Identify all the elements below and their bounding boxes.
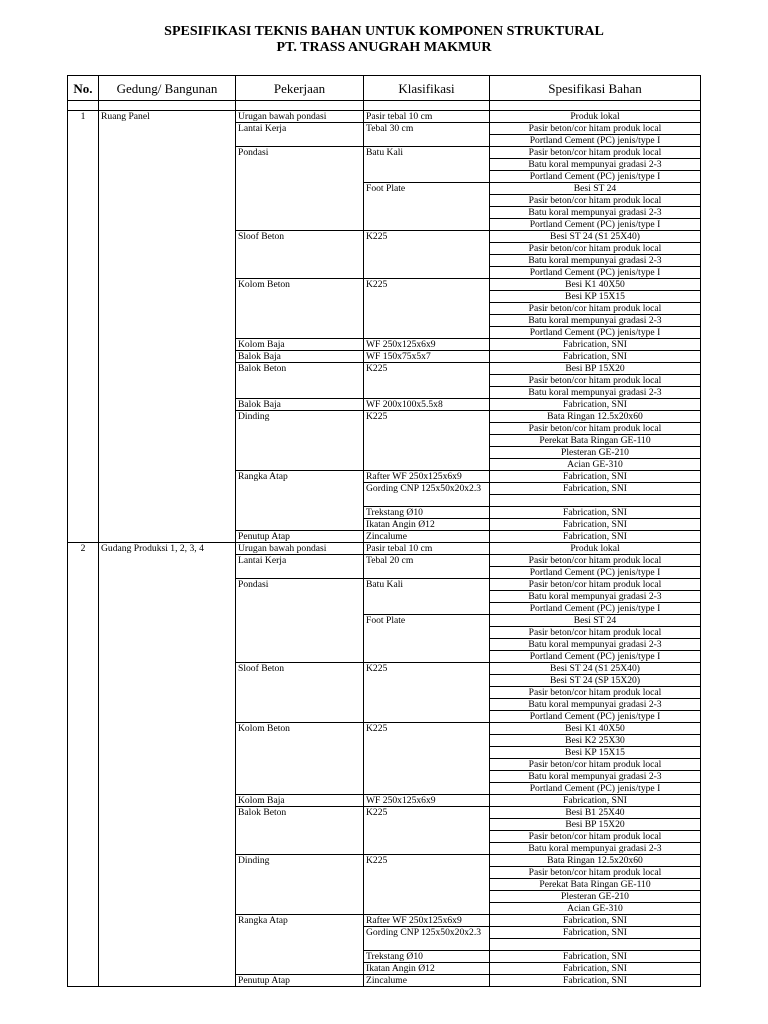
material-spec-cell: Pasir beton/cor hitam produk local: [490, 687, 701, 699]
material-spec-cell: Batu koral mempunyai gradasi 2-3: [490, 843, 701, 855]
material-spec-cell: Batu koral mempunyai gradasi 2-3: [490, 255, 701, 267]
material-spec-cell: Fabrication, SNI: [490, 351, 701, 363]
document-title: SPESIFIKASI TEKNIS BAHAN UNTUK KOMPONEN STRUKTURAL: [164, 24, 604, 39]
header-classification: Klasifikasi: [364, 76, 490, 101]
material-spec-cell: Portland Cement (PC) jenis/type I: [490, 783, 701, 795]
building-number: 2: [68, 543, 99, 987]
material-spec-cell: Besi B1 25X40: [490, 807, 701, 819]
work-item: Kolom Baja: [236, 795, 364, 807]
material-spec-cell: Fabrication, SNI: [490, 483, 701, 495]
material-spec-cell: Besi BP 15X20: [490, 819, 701, 831]
specification-table: [67, 75, 701, 987]
table-row: [68, 111, 701, 123]
material-spec-cell: Pasir beton/cor hitam produk local: [490, 375, 701, 387]
material-spec-cell: Fabrication, SNI: [490, 519, 701, 531]
classification-cell: Batu Kali: [364, 147, 490, 183]
material-spec-cell: Besi ST 24 (S1 25X40): [490, 231, 701, 243]
work-item: Lantai Kerja: [236, 123, 364, 147]
work-item: Urugan bawah pondasi: [236, 111, 364, 123]
material-spec-cell: Pasir beton/cor hitam produk local: [490, 123, 701, 135]
classification-cell: K225: [364, 411, 490, 471]
table-body: [68, 111, 701, 987]
material-spec-cell: Portland Cement (PC) jenis/type I: [490, 327, 701, 339]
material-spec-cell: Batu koral mempunyai gradasi 2-3: [490, 159, 701, 171]
header-material-spec: Spesifikasi Bahan: [490, 76, 701, 101]
material-spec-cell: Portland Cement (PC) jenis/type I: [490, 567, 701, 579]
material-spec-cell: Pasir beton/cor hitam produk local: [490, 423, 701, 435]
classification-cell: K225: [364, 363, 490, 399]
work-item: Dinding: [236, 411, 364, 471]
building-number: 1: [68, 111, 99, 543]
header-work: Pekerjaan: [236, 76, 364, 101]
material-spec-cell: Acian GE-310: [490, 459, 701, 471]
material-spec-cell: Fabrication, SNI: [490, 507, 701, 519]
classification-cell: Trekstang Ø10: [364, 507, 490, 519]
work-item: Sloof Beton: [236, 663, 364, 723]
material-spec-cell: Pasir beton/cor hitam produk local: [490, 243, 701, 255]
material-spec-cell: Pasir beton/cor hitam produk local: [490, 831, 701, 843]
material-spec-cell: Batu koral mempunyai gradasi 2-3: [490, 591, 701, 603]
material-spec-cell: Pasir beton/cor hitam produk local: [490, 627, 701, 639]
table-row: [68, 543, 701, 555]
material-spec-cell: Portland Cement (PC) jenis/type I: [490, 603, 701, 615]
material-spec-cell: Pasir beton/cor hitam produk local: [490, 555, 701, 567]
material-spec-cell: Portland Cement (PC) jenis/type I: [490, 711, 701, 723]
classification-cell: WF 150x75x5x7: [364, 351, 490, 363]
classification-cell: K225: [364, 279, 490, 339]
material-spec-cell: Fabrication, SNI: [490, 795, 701, 807]
material-spec-cell: Portland Cement (PC) jenis/type I: [490, 219, 701, 231]
material-spec-cell: [490, 495, 701, 507]
material-spec-cell: Besi ST 24 (S1 25X40): [490, 663, 701, 675]
material-spec-cell: [490, 939, 701, 951]
material-spec-cell: Fabrication, SNI: [490, 915, 701, 927]
material-spec-cell: Fabrication, SNI: [490, 531, 701, 543]
building-name: Gudang Produksi 1, 2, 3, 4: [99, 543, 236, 987]
classification-cell: K225: [364, 723, 490, 795]
classification-cell: Zincalume: [364, 531, 490, 543]
material-spec-cell: Pasir beton/cor hitam produk local: [490, 303, 701, 315]
classification-cell: Foot Plate: [364, 615, 490, 663]
work-item: Kolom Beton: [236, 279, 364, 339]
classification-cell: Tebal 20 cm: [364, 555, 490, 579]
classification-cell: Batu Kali: [364, 579, 490, 615]
work-item: Penutup Atap: [236, 975, 364, 987]
material-spec-cell: Portland Cement (PC) jenis/type I: [490, 171, 701, 183]
work-item: Pondasi: [236, 579, 364, 663]
work-item: Lantai Kerja: [236, 555, 364, 579]
classification-cell: WF 200x100x5.5x8: [364, 399, 490, 411]
material-spec-cell: Pasir beton/cor hitam produk local: [490, 579, 701, 591]
material-spec-cell: Portland Cement (PC) jenis/type I: [490, 267, 701, 279]
work-item: Sloof Beton: [236, 231, 364, 279]
classification-cell: Ikatan Angin Ø12: [364, 963, 490, 975]
material-spec-cell: Fabrication, SNI: [490, 339, 701, 351]
material-spec-cell: Portland Cement (PC) jenis/type I: [490, 651, 701, 663]
classification-cell: Rafter WF 250x125x6x9: [364, 471, 490, 483]
table-header-row: [68, 76, 701, 101]
material-spec-cell: Pasir beton/cor hitam produk local: [490, 759, 701, 771]
classification-cell: Rafter WF 250x125x6x9: [364, 915, 490, 927]
classification-cell: Pasir tebal 10 cm: [364, 111, 490, 123]
material-spec-cell: Besi ST 24: [490, 615, 701, 627]
work-item: Balok Baja: [236, 351, 364, 363]
work-item: Pondasi: [236, 147, 364, 231]
work-item: Penutup Atap: [236, 531, 364, 543]
material-spec-cell: Besi KP 15X15: [490, 291, 701, 303]
material-spec-cell: Fabrication, SNI: [490, 399, 701, 411]
material-spec-cell: Batu koral mempunyai gradasi 2-3: [490, 315, 701, 327]
building-name: Ruang Panel: [99, 111, 236, 543]
material-spec-cell: Batu koral mempunyai gradasi 2-3: [490, 771, 701, 783]
classification-cell: Foot Plate: [364, 183, 490, 231]
material-spec-cell: Fabrication, SNI: [490, 963, 701, 975]
material-spec-cell: Besi K2 25X30: [490, 735, 701, 747]
material-spec-cell: Perekat Bata Ringan GE-110: [490, 879, 701, 891]
classification-cell: Gording CNP 125x50x20x2.3: [364, 483, 490, 507]
material-spec-cell: Batu koral mempunyai gradasi 2-3: [490, 387, 701, 399]
material-spec-cell: Plesteran GE-210: [490, 447, 701, 459]
material-spec-cell: Perekat Bata Ringan GE-110: [490, 435, 701, 447]
classification-cell: K225: [364, 663, 490, 723]
material-spec-cell: Fabrication, SNI: [490, 975, 701, 987]
classification-cell: Pasir tebal 10 cm: [364, 543, 490, 555]
header-building: Gedung/ Bangunan: [99, 76, 236, 101]
classification-cell: Zincalume: [364, 975, 490, 987]
blank-spacer-row: [68, 101, 701, 111]
material-spec-cell: Fabrication, SNI: [490, 951, 701, 963]
material-spec-cell: Pasir beton/cor hitam produk local: [490, 867, 701, 879]
classification-cell: Trekstang Ø10: [364, 951, 490, 963]
material-spec-cell: Plesteran GE-210: [490, 891, 701, 903]
classification-cell: Ikatan Angin Ø12: [364, 519, 490, 531]
material-spec-cell: Batu koral mempunyai gradasi 2-3: [490, 207, 701, 219]
material-spec-cell: Besi BP 15X20: [490, 363, 701, 375]
material-spec-cell: Besi KP 15X15: [490, 747, 701, 759]
classification-cell: WF 250x125x6x9: [364, 795, 490, 807]
work-item: Balok Beton: [236, 363, 364, 399]
material-spec-cell: Pasir beton/cor hitam produk local: [490, 195, 701, 207]
material-spec-cell: Besi ST 24: [490, 183, 701, 195]
work-item: Urugan bawah pondasi: [236, 543, 364, 555]
work-item: Balok Beton: [236, 807, 364, 855]
material-spec-cell: Besi K1 40X50: [490, 723, 701, 735]
material-spec-cell: Batu koral mempunyai gradasi 2-3: [490, 699, 701, 711]
material-spec-cell: Acian GE-310: [490, 903, 701, 915]
material-spec-cell: Bata Ringan 12.5x20x60: [490, 855, 701, 867]
material-spec-cell: Pasir beton/cor hitam produk local: [490, 147, 701, 159]
work-item: Rangka Atap: [236, 471, 364, 531]
material-spec-cell: Produk lokal: [490, 543, 701, 555]
material-spec-cell: Bata Ringan 12.5x20x60: [490, 411, 701, 423]
work-item: Kolom Beton: [236, 723, 364, 795]
classification-cell: Gording CNP 125x50x20x2.3: [364, 927, 490, 951]
classification-cell: K225: [364, 807, 490, 855]
work-item: Rangka Atap: [236, 915, 364, 975]
material-spec-cell: Portland Cement (PC) jenis/type I: [490, 135, 701, 147]
classification-cell: WF 250x125x6x9: [364, 339, 490, 351]
material-spec-cell: Fabrication, SNI: [490, 471, 701, 483]
material-spec-cell: Produk lokal: [490, 111, 701, 123]
classification-cell: Tebal 30 cm: [364, 123, 490, 147]
classification-cell: K225: [364, 855, 490, 915]
classification-cell: K225: [364, 231, 490, 279]
work-item: Balok Baja: [236, 399, 364, 411]
material-spec-cell: Batu koral mempunyai gradasi 2-3: [490, 639, 701, 651]
work-item: Kolom Baja: [236, 339, 364, 351]
work-item: Dinding: [236, 855, 364, 915]
material-spec-cell: Besi ST 24 (SP 15X20): [490, 675, 701, 687]
material-spec-cell: Fabrication, SNI: [490, 927, 701, 939]
company-name: PT. TRASS ANUGRAH MAKMUR: [276, 40, 492, 55]
material-spec-cell: Besi K1 40X50: [490, 279, 701, 291]
header-no: No.: [68, 76, 99, 101]
